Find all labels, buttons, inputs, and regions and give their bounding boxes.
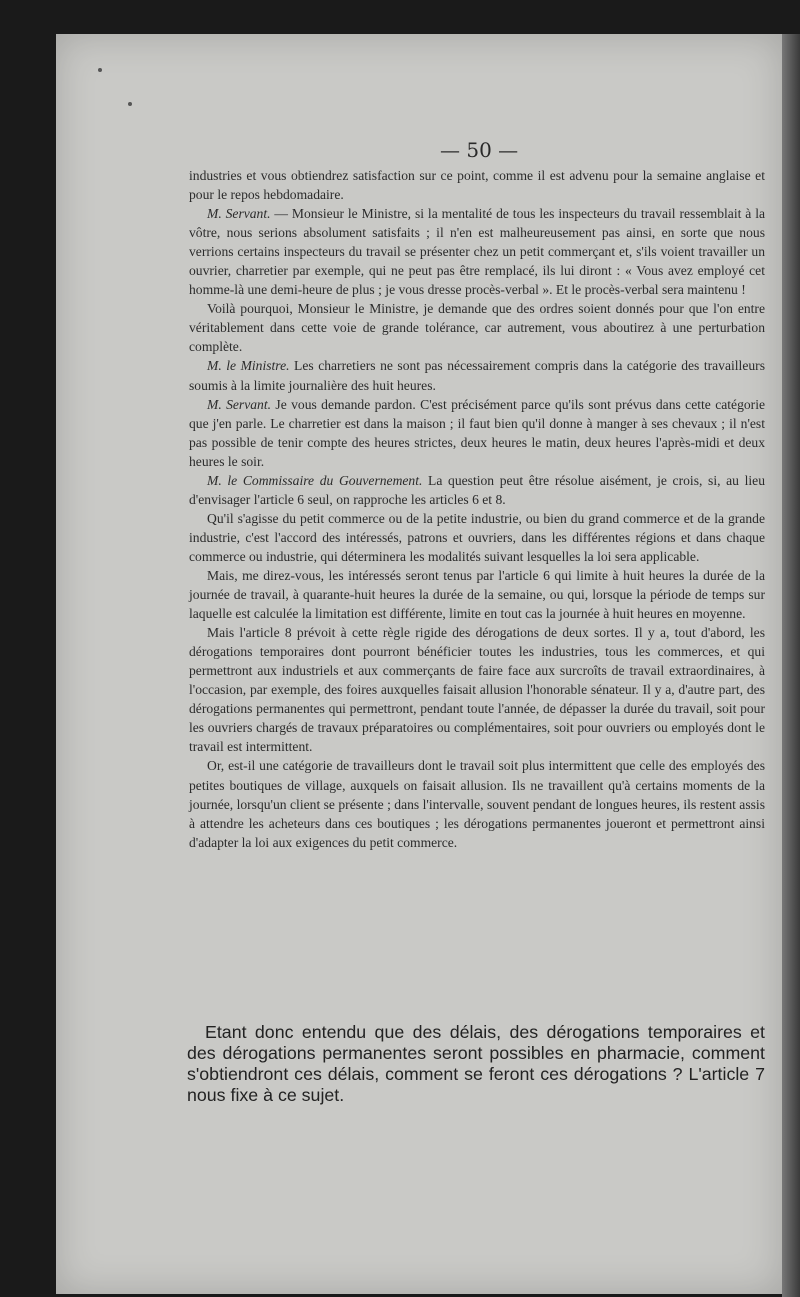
speech-paragraph: M. le Commissaire du Gouvernement. La question peut être résolue aisément, je crois, si, au lieu d'envisager l'article 6 seul, on rapproche les articles 6 et 8. bbox=[189, 472, 766, 507]
body-text bbox=[189, 166, 765, 852]
speaker-name: M. Servant. bbox=[207, 396, 272, 412]
paragraph: Mais, me direz-vous, les intéressés seront tenus par l'article 6 qui limite à huit heures la durée de la journée de travail, à quarante-huit heures la durée de la semaine, ou qui, lorsque la période de temps sur laquelle est calculée la limitation est différente, limite en tout cas la journée à huit heures en moyenne. bbox=[189, 567, 765, 622]
speaker-name: M. le Commissaire du Gouvernement. bbox=[207, 472, 423, 488]
paragraph: Voilà pourquoi, Monsieur le Ministre, je demande que des ordres soient donnés pour que l'on entre véritablement dans cette voie de grande tolérance, car autrement, vous aboutirez à une perturbation complète. bbox=[189, 301, 765, 355]
speaker-name: M. le Ministre. bbox=[207, 358, 290, 374]
closing-text: Etant donc entendu que des délais, des dérogations temporaires et des dérogations permanentes seront possibles en pharmacie, comment s'obtiendront ces délais, comment se feront ces dérogations ? L'article 7 nous fixe à ce sujet. bbox=[187, 1022, 765, 1105]
paragraph: Mais l'article 8 prévoit à cette règle rigide des dérogations de deux sortes. Il y a, tout d'abord, les dérogations temporaires dont pourront bénéficier toutes les industries, tous les commerces, et qui permettront aux industriels et aux commerçants de faire face aux surcroîts de travail extraordinaires, à l'occasion, par exemple, des foires auxquelles faisait allusion l'honorable sénateur. Il y a, d'autre part, des dérogations permanentes qui permettront, pendant toute l'année, de dépasser la durée du travail, soit pour les ouvriers chargés de travaux préparatoires ou complémentaires, soit pour ouvriers ou employés dont le travail est intermittent. bbox=[189, 625, 765, 755]
paragraph: industries et vous obtiendrez satisfaction sur ce point, comme il est advenu pour la semaine anglaise et pour le repos hebdomadaire. bbox=[189, 168, 765, 203]
paragraph: Or, est-il une catégorie de travailleurs dont le travail soit plus intermittent que celle des employés des petites boutiques de village, auxquels on faisait allusion. Ils ne travaillent qu'à certains moments de la journée, lorsqu'un client se présente ; dans l'intervalle, souvent pendant de longues heures, ils restent assis à attendre les acheteurs dans ces boutiques ; les dérogations permanentes joueront et permettront ainsi d'adapter la loi aux exigences du petit commerce. bbox=[189, 758, 765, 850]
paper-speck bbox=[128, 102, 132, 106]
page-number: — 50 — bbox=[440, 138, 519, 162]
speech-paragraph: M. Servant. Je vous demande pardon. C'est précisément parce qu'ils sont prévus dans cette catégorie que j'en parle. Le charretier est dans la maison ; il faut bien qu'il donne à manger à ses chevaux ; il n'est pas possible de tenir compte des heures strictes, deux heures le matin, deux heures l'après-midi et deux heures le soir. bbox=[189, 396, 766, 469]
paper-speck bbox=[98, 68, 102, 72]
closing-paragraph bbox=[187, 1022, 765, 1106]
speech-paragraph: M. le Ministre. Les charretiers ne sont pas nécessairement compris dans la catégorie des travailleurs soumis à la limite journalière des huit heures. bbox=[189, 358, 765, 393]
page-binding-edge bbox=[782, 34, 800, 1297]
paragraph: Qu'il s'agisse du petit commerce ou de la petite industrie, ou bien du grand commerce et de la grande industrie, c'est l'accord des intéressés, patrons et ouvriers, dans les différentes régions et dans chaque commerce ou industrie, qui déterminera les modalités suivant lesquelles la loi sera applicable. bbox=[189, 510, 765, 564]
speaker-name: M. Servant. bbox=[207, 206, 271, 222]
speech-paragraph: M. Servant. — Monsieur le Ministre, si la mentalité de tous les inspecteurs du travail ressemblait à la vôtre, nous serions absolument satisfaits ; il n'en est malheureusement pas ainsi, en sorte que nous verrions certains inspecteurs du travail se présenter chez un petit commerçant et, s'ils voient travailler un ouvrier, charretier par exemple, qui ne peut pas être remplacé, ils lui diront : « Vous avez employé cet homme-là une demi-heure de plus ; je vous dresse procès-verbal ». Et le procès-verbal sera maintenu ! bbox=[189, 206, 765, 298]
